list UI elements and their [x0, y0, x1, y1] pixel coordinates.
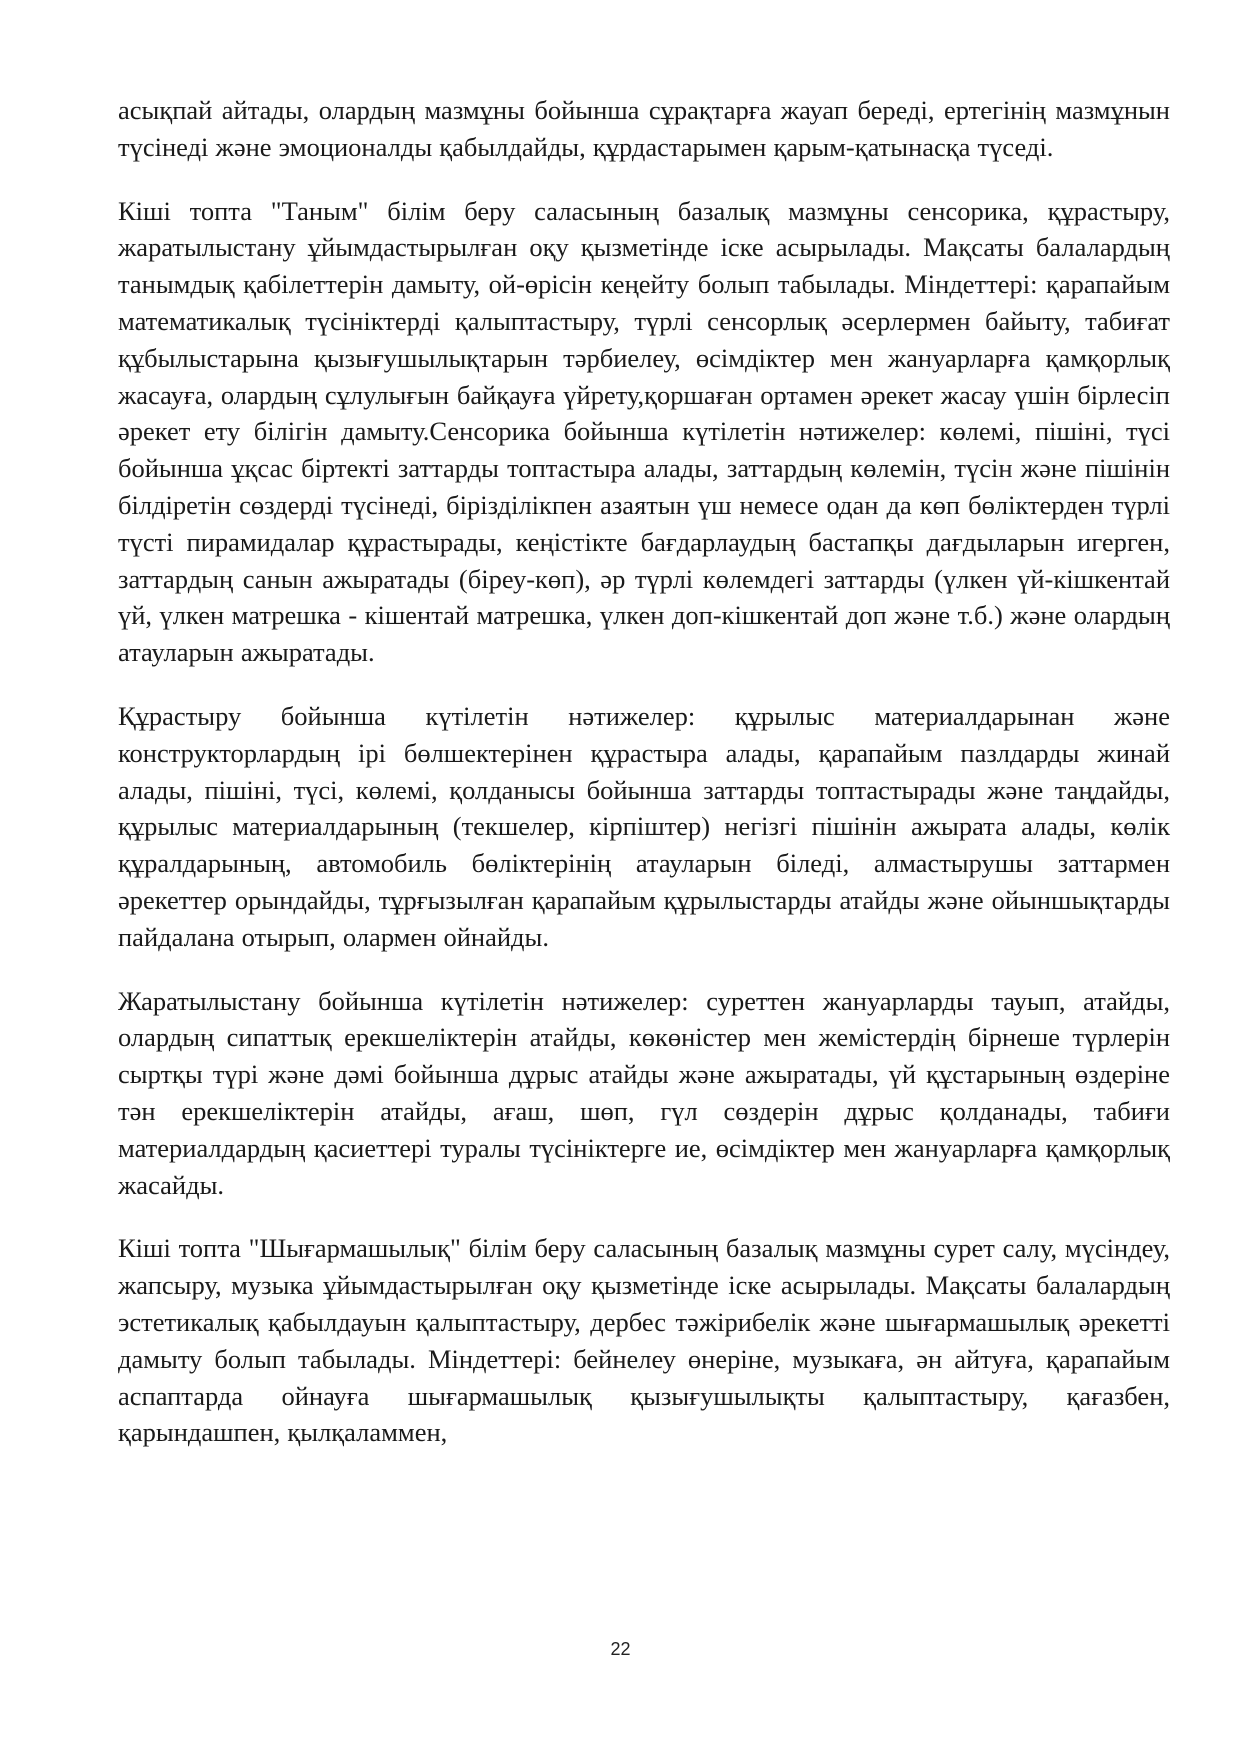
paragraph-construction: Құрастыру бойынша күтілетін нәтижелер: құрылыс материалдарынан және конструкторлардың ірі бөлшектерінен құрастыра алады, қарапайым пазлдарды жинай алады, пішіні, түсі, көлемі, қолданысы бойынша заттарды топтастырады және таңдайды, құрылыс материалдарының (текшелер, кірпіштер) негізгі пішінін ажырата алады, көлік құралдарының, автомобиль бөліктерінің атауларын біледі, алмастырушы заттармен әрекеттер орындайды, тұрғызылған қарапайым құрылыстарды атайды және ойыншықтарды пайдалана отырып, олармен ойнайды.	[118, 700, 1170, 952]
paragraph-natural-science: Жаратылыстану бойынша күтілетін нәтижелер: суреттен жануарларды тауып, атайды, олардың сипаттық ерекшеліктерін атайды, көкөністер мен жемістердің бірнеше түрлерін сыртқы түрі және дәмі бойынша дұрыс атайды және ажыратады, үй құстарының өздеріне тән ерекшеліктерін атайды, ағаш, шөп, гүл сөздерін дұрыс қолданады, табиғи материалдардың қасиеттері туралы түсініктерге ие, өсімдіктер мен жануарларға қамқорлық жасайды.	[118, 985, 1170, 1200]
page-number: 22	[610, 1639, 631, 1659]
body-text	[118, 92, 1170, 1478]
paragraph-tanym: Кіші топта "Таным" білім беру саласының базалық мазмұны сенсорика, құрастыру, жаратылыстану ұйымдастырылған оқу қызметінде іске асырылады. Мақсаты балалардың танымдық қабілеттерін дамыту, ой-өрісін кеңейту болып табылады. Міндеттері: қарапайым математикалық түсініктерді қалыптастыру, түрлі сенсорлық әсерлермен байыту, табиғат құбылыстарына қызығушылықтарын тәрбиелеу, өсімдіктер мен жануарларға қамқорлық жасауға, олардың сұлулығын байқауға үйрету,қоршаған ортамен әрекет жасау үшін бірлесіп әрекет ету білігін дамыту.Сенсорика бойынша күтілетін нәтижелер: көлемі, пішіні, түсі бойынша ұқсас біртекті заттарды топтастыра алады, заттардың көлемін, түсін және пішінін білдіретін сөздерді түсінеді, бірізділікпен азаятын үш немесе одан да көп бөліктерден түрлі түсті пирамидалар құрастырады, кеңістікте бағдарлаудың бастапқы дағдыларын игерген, заттардың санын ажыратады (біреу-көп), әр түрлі көлемдегі заттарды (үлкен үй-кішкентай үй, үлкен матрешка - кішентай матрешка, үлкен доп-кішкентай доп және т.б.) және олардың атауларын ажыратады.	[118, 195, 1170, 668]
paragraph-continuation: асықпай айтады, олардың мазмұны бойынша сұрақтарға жауап береді, ертегінің мазмұнын түсінеді және эмоционалды қабылдайды, құрдастарымен қарым-қатынасқа түседі.	[118, 95, 1170, 162]
paragraph-creativity: Кіші топта "Шығармашылық" білім беру саласының базалық мазмұны сурет салу, мүсіндеу, жапсыру, музыка ұйымдастырылған оқу қызметінде іске асырылады. Мақсаты балалардың эстетикалық қабылдауын қалыптастыру, дербес тәжірибелік және шығармашылық әрекетті дамыту болып табылады. Міндеттері: бейнелеу өнеріне, музыкаға, ән айтуға, қарапайым аспаптарда ойнауға шығармашылық қызығушылықты қалыптастыру, қағазбен, қарындашпен, қылқаламмен,	[118, 1233, 1170, 1448]
